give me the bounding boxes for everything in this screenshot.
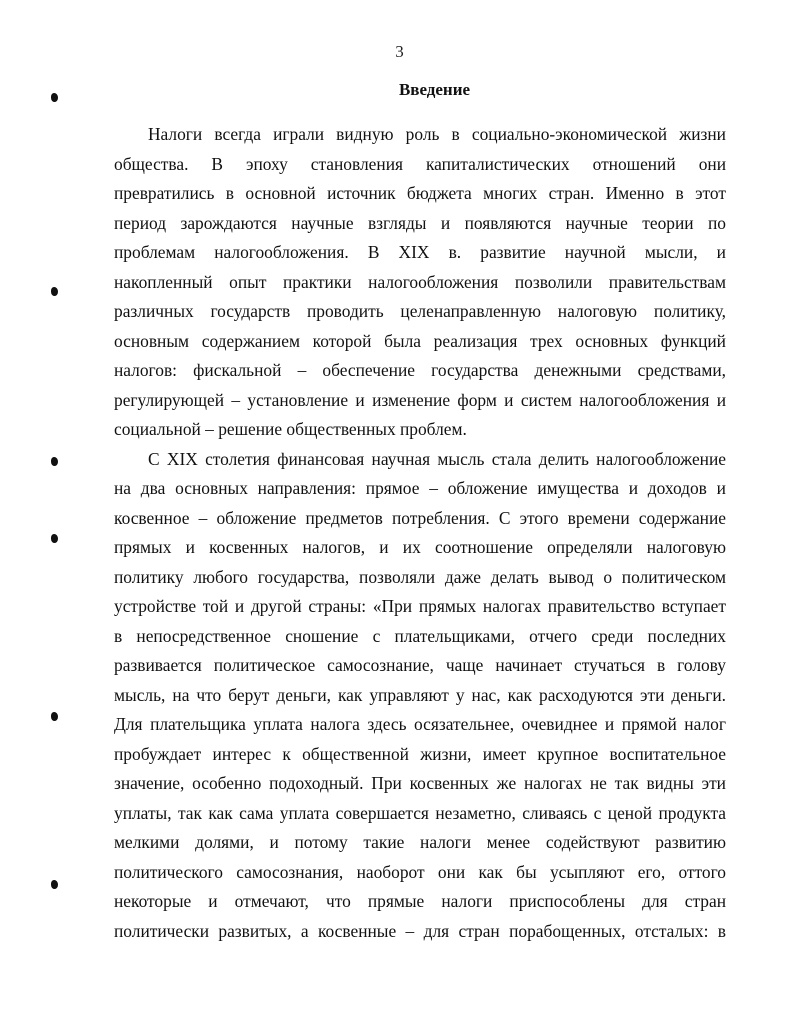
- text-line: косвенное – обложение предметов потребления. С этого времени содержание: [114, 507, 726, 528]
- margin-mark: [51, 534, 58, 543]
- body-text: [114, 120, 726, 946]
- text-line: устройстве той и другой страны: «При прямых налогах правительство вступает: [114, 596, 726, 616]
- text-line: политику любого государства, позволяли даже делать вывод о политическом: [114, 566, 726, 587]
- text-line: значение, особенно подоходный. При косвенных же налогах не так видны эти: [114, 773, 726, 793]
- text-line: Налоги всегда играли видную роль в социально-экономической жизни: [148, 124, 726, 144]
- text-line: мысль, на что берут деньги, как управляют у нас, как расходуются эти деньги.: [114, 684, 726, 705]
- text-line: развивается политическое самосознание, чаще начинает стучаться в голову: [114, 655, 726, 675]
- margin-mark: [51, 287, 58, 296]
- text-line: общества. В эпоху становления капиталистических отношений они: [114, 153, 726, 174]
- margin-mark: [51, 880, 58, 889]
- text-line: политического самосознания, наоборот они как бы усыпляют его, оттого: [114, 861, 726, 882]
- text-line: превратились в основной источник бюджета многих стран. Именно в этот: [114, 183, 726, 203]
- text-line: прямых и косвенных налогов, и их соотношение определяли налоговую: [114, 537, 726, 557]
- text-line: налогов: фискальной – обеспечение государства денежными средствами,: [114, 360, 726, 380]
- text-line: социальной – решение общественных проблем.: [114, 419, 467, 439]
- text-line: накопленный опыт практики налогообложения позволили правительствам: [114, 271, 726, 292]
- text-line: проблемам налогообложения. В XIX в. развитие научной мысли, и: [114, 242, 726, 262]
- text-line: уплаты, так как сама уплата совершается незаметно, сливаясь с ценой продукта: [114, 802, 726, 823]
- text-line: Для плательщика уплата налога здесь осязательнее, очевиднее и прямой налог: [114, 714, 726, 734]
- text-line: различных государств проводить целенаправленную налоговую политику,: [114, 301, 726, 321]
- text-line: пробуждает интерес к общественной жизни, имеет крупное воспитательное: [114, 743, 726, 764]
- text-line: политически развитых, а косвенные – для стран порабощенных, отсталых: в: [114, 920, 726, 941]
- text-line: период зарождаются научные взгляды и появляются научные теории по: [114, 212, 726, 233]
- text-line: С XIX столетия финансовая научная мысль стала делить налогообложение: [148, 448, 726, 469]
- text-line: мелкими долями, и потому такие налоги менее содействуют развитию: [114, 832, 726, 852]
- text-line: регулирующей – установление и изменение форм и систем налогообложения и: [114, 389, 726, 410]
- margin-mark: [51, 93, 58, 102]
- text-line: некоторые и отмечают, что прямые налоги приспособлены для стран: [114, 891, 726, 911]
- text-line: основным содержанием которой была реализация трех основных функций: [114, 330, 726, 351]
- margin-mark: [51, 457, 58, 466]
- text-line: в непосредственное сношение с плательщиками, отчего среди последних: [114, 625, 726, 646]
- text-line: на два основных направления: прямое – обложение имущества и доходов и: [114, 478, 726, 498]
- page-number: 3: [395, 42, 404, 61]
- margin-mark: [51, 712, 58, 721]
- section-heading: Введение: [398, 80, 471, 99]
